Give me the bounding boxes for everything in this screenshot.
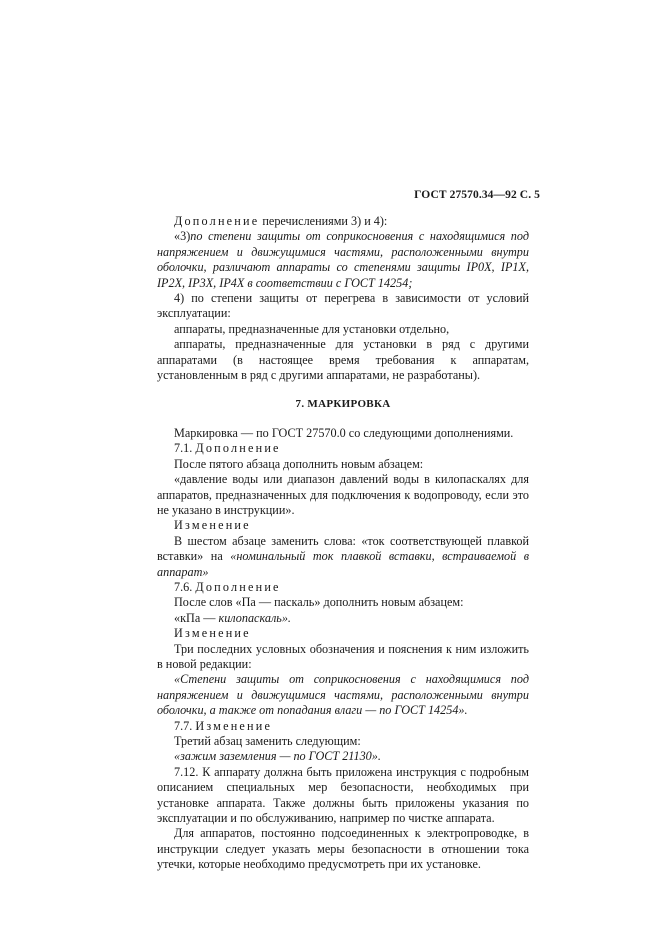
clause-7-7-number: 7.7.: [174, 718, 196, 733]
change-1-heading: Изменение: [174, 518, 251, 533]
clause-7-12: 7.12. К аппарату должна быть приложена инструкция с подробным описанием специальных мер безопасности, необходимых при установке аппарата. Также должны быть приложены указания по эксплуатации и по обслуживанию, например по чистке аппарата.: [157, 764, 529, 826]
clause-7-1-number: 7.1.: [174, 441, 196, 456]
clause-7-6-label: Дополнение: [195, 579, 281, 594]
clause-7-6-quote: [157, 611, 529, 626]
item-4-option-b: аппараты, предназначенные для установки в ряд с другими аппаратами (в настоящее время требования к аппаратам, установленным в ряд с другими аппаратами, не разработаны).: [157, 337, 529, 383]
clause-7-1-quote: «давление воды или диапазон давлений воды в килопаскалях для аппаратов, предназначенных для подключения к водопроводу, если это не указано в инструкции».: [157, 472, 529, 517]
clause-7-6-number: 7.6.: [174, 579, 196, 594]
clause-7-7-heading: [157, 719, 529, 734]
item-4-option-a: аппараты, предназначенные для установки отдельно,: [174, 321, 450, 336]
change-1-text-italic: «номинальный ток плавкой вставки, встраиваемой в аппарат»: [157, 549, 530, 579]
change-2-quote: «Степени защиты от соприкосновения с находящимися под напряжением и движущимися частями, расположенными внутри оболочки, а также от попадания влаги — по ГОСТ 14254».: [157, 672, 529, 718]
amendment-heading: [157, 214, 529, 229]
section-title: 7. МАРКИРОВКА: [295, 398, 391, 411]
clause-7-7-text: Третий абзац заменить следующим:: [174, 734, 361, 748]
final-paragraph: Для аппаратов, постоянно подсоединенных к электропроводке, в инструкции следует указать меры безопасности в отношении тока утечки, которые необходимо предусмотреть при их установке.: [157, 826, 529, 872]
clause-7-1-heading: [157, 441, 529, 456]
change-1-text: [157, 534, 529, 580]
amendment-heading-text: перечислениями 3) и 4):: [259, 214, 388, 228]
clause-7-6-text: После слов «Па — паскаль» дополнить новым абзацем:: [174, 595, 464, 610]
clause-7-6-heading: [157, 580, 529, 595]
clause-7-1-label: Дополнение: [195, 441, 281, 456]
change-1-text-plain: В шестом абзаце заменить слова: «ток соответствующей плавкой вставки» на: [157, 533, 529, 564]
change-2-heading: Изменение: [174, 626, 251, 641]
clause-7-1-text: После пятого абзаца дополнить новым абзацем:: [174, 456, 424, 471]
document-body: [157, 214, 529, 873]
clause-7-6-quote-italic: килопаскаль».: [218, 610, 291, 625]
clause-7-7-label: Изменение: [195, 718, 273, 733]
item-4-paragraph: 4) по степени защиты от перегрева в зависимости от условий эксплуатации:: [157, 291, 529, 321]
change-2-text: Три последних условных обозначения и пояснения к ним изложить в новой редакции:: [157, 641, 529, 671]
page-header: ГОСТ 27570.34—92 С. 5: [414, 189, 540, 201]
item-3-italic-text: по степени защиты от соприкосновения с находящимися под напряжением и движущимися частями, расположенными внутри оболочки, различают аппараты со степенями защиты IP0X, IP1X, IP2X, IP3X, IP4X в соответствии с ГОСТ 14254;: [157, 229, 529, 290]
item-3-prefix: «3): [174, 229, 191, 244]
marking-intro: Маркировка — по ГОСТ 27570.0 со следующими дополнениями.: [174, 425, 514, 440]
clause-7-6-quote-plain: «кПа —: [174, 610, 219, 625]
amendment-label: Дополнение: [174, 214, 260, 228]
item-3-paragraph: [157, 229, 529, 291]
clause-7-7-quote: «зажим заземления — по ГОСТ 21130».: [174, 749, 381, 764]
